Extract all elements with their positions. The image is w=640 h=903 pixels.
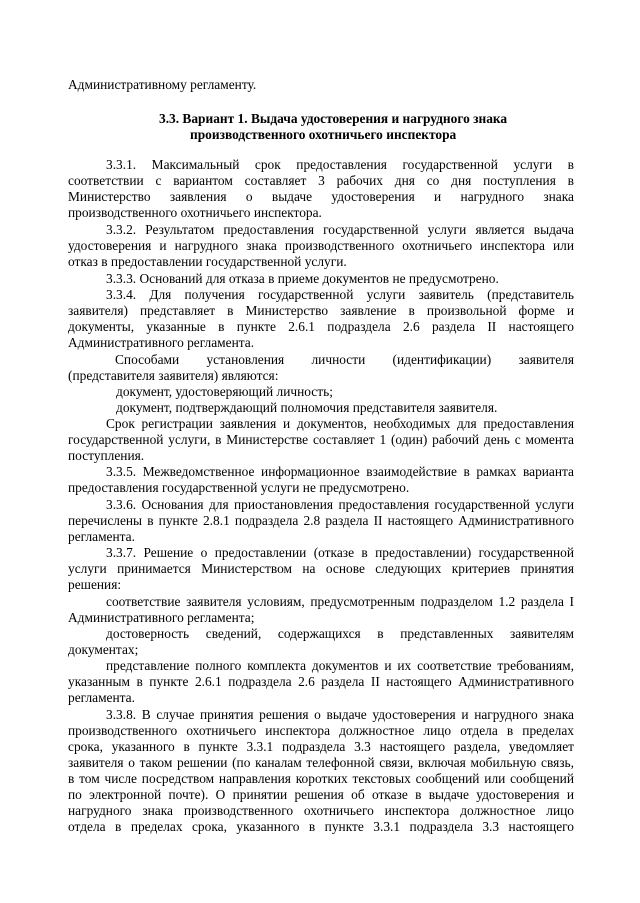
paragraph-3-3-8-line: в том числе посредством направления коротких текстовых сообщений или сообщений [68, 771, 574, 786]
registration-paragraph-line: государственной услуги, в Министерстве составляет 1 (один) рабочий день с момента [68, 432, 574, 447]
criterion-line: регламента. [68, 690, 135, 705]
criterion-line: достоверность сведений, содержащихся в представленных заявителям [106, 626, 574, 641]
identification-paragraph-line: (представителя заявителя) являются: [68, 368, 279, 383]
identification-paragraph-line: Способами установления личности (идентификации) заявителя [115, 352, 574, 367]
list-item: документ, подтверждающий полномочия представителя заявителя. [116, 400, 498, 415]
criterion-line: Административного регламента; [68, 610, 255, 625]
paragraph-3-3-4-line: 3.3.4. Для получения государственной услуги заявитель (представитель [106, 287, 574, 302]
paragraph-3-3-4-line: Административного регламента. [68, 335, 255, 350]
paragraph-3-3-7-line: 3.3.7. Решение о предоставлении (отказе в предоставлении) государственной [106, 545, 574, 560]
paragraph-3-3-8-line: заявителя о таком решении (по каналам телефонной связи, включая мобильную связь, [68, 755, 574, 770]
paragraph-3-3-1-line: соответствии с вариантом составляет 3 рабочих дня со дня поступления в [68, 173, 574, 188]
criterion-line: документах; [68, 642, 139, 657]
section-heading-line-1: 3.3. Вариант 1. Выдача удостоверения и нагрудного знака [159, 111, 508, 126]
criterion-line: указанным в пункте 2.6.1 подраздела 2.6 раздела II настоящего Административного [68, 674, 574, 689]
paragraph-3-3-7-line: услуги принимается Министерством на основе следующих критериев принятия [68, 561, 574, 576]
paragraph-3-3-5-line: предоставления государственной услуги не предусмотрено. [68, 480, 410, 495]
paragraph-3-3-8-line: отдела в пределах срока, указанного в пункте 3.3.1 подраздела 3.3 настоящего [68, 819, 574, 834]
criterion-line: соответствие заявителя условиям, предусмотренным подразделом 1.2 раздела I [106, 594, 574, 609]
paragraph-3-3-1-line: производственного охотничьего инспектора. [68, 205, 322, 220]
paragraph-3-3-6-line: регламента. [68, 529, 135, 544]
paragraph-3-3-1-line: 3.3.1. Максимальный срок предоставления государственной услуги в [106, 157, 574, 172]
list-item: документ, удостоверяющий личность; [116, 384, 333, 399]
section-heading-line-2: производственного охотничьего инспектора [190, 127, 457, 142]
registration-paragraph-line: поступления. [68, 448, 145, 463]
paragraph-3-3-8-line: по электронной почте). О принятии решения об отказе в выдаче удостоверения и [68, 787, 574, 802]
paragraph-3-3-2-line: отказ в предоставлении государственной услуги. [68, 254, 347, 269]
paragraph-3-3-4-line: заявителя) представляет в Министерство заявление в произвольной форме и [68, 303, 574, 318]
paragraph-3-3-6-line: перечислены в пункте 2.8.1 подраздела 2.8 раздела II настоящего Административного [68, 513, 574, 528]
paragraph-3-3-6-line: 3.3.6. Основания для приостановления предоставления государственной услуги [106, 497, 574, 512]
registration-paragraph-line: Срок регистрации заявления и документов, необходимых для предоставления [106, 416, 574, 431]
paragraph-3-3-8-line: производственного охотничьего инспектора должностное лицо отдела в пределах [68, 723, 574, 738]
paragraph-3-3-2-line: 3.3.2. Результатом предоставления государственной услуги является выдача [106, 222, 574, 237]
criterion-line: представление полного комплекта документов и их соответствие требованиям, [106, 658, 574, 673]
paragraph-3-3-1-line: Министерство заявления о выдаче удостоверения и нагрудного знака [68, 189, 574, 204]
paragraph-3-3-8-line: нагрудного знака производственного охотничьего инспектора должностное лицо [68, 803, 574, 818]
paragraph-3-3-4-line: документы, указанные в пункте 2.6.1 подраздела 2.6 раздела II настоящего [68, 319, 574, 334]
text-line: Административному регламенту. [68, 77, 257, 92]
paragraph-3-3-8-line: 3.3.8. В случае принятия решения о выдаче удостоверения и нагрудного знака [106, 707, 574, 722]
paragraph-3-3-2-line: удостоверения и нагрудного знака производственного охотничьего инспектора или [68, 238, 574, 253]
paragraph-3-3-8-line: срока, указанного в пункте 3.3.1 подраздела 3.3 настоящего раздела, уведомляет [68, 739, 574, 754]
paragraph-3-3-3-line: 3.3.3. Оснований для отказа в приеме документов не предусмотрено. [106, 271, 499, 286]
paragraph-3-3-5-line: 3.3.5. Межведомственное информационное взаимодействие в рамках варианта [106, 464, 574, 479]
paragraph-3-3-7-line: решения: [68, 577, 122, 592]
